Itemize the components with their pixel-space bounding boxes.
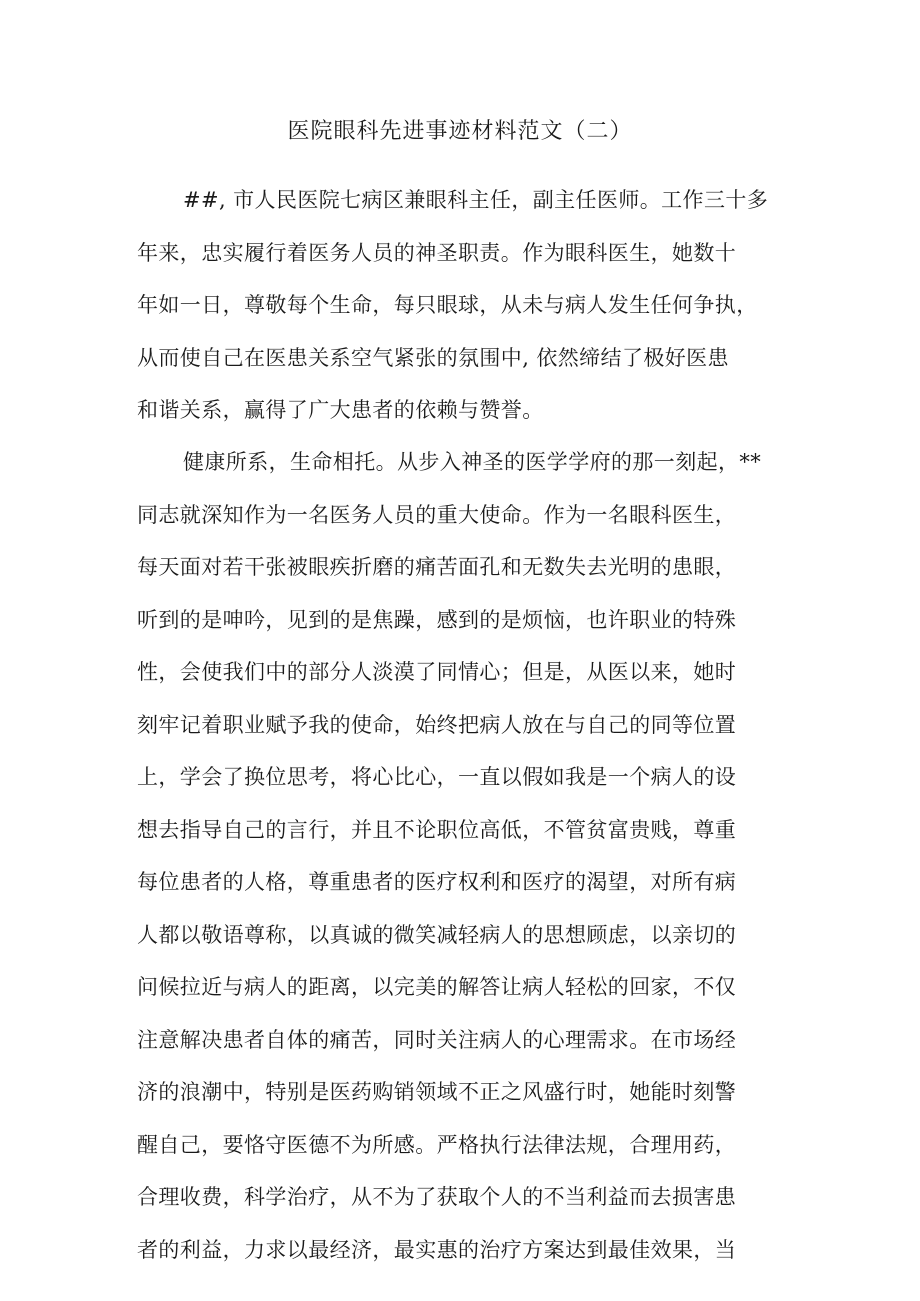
paragraph-line: 同志就深知作为一名医务人员的重大使命。作为一名眼科医生， — [137, 502, 737, 527]
paragraph-line: 上，学会了换位思考，将心比心，一直以假如我是一个病人的设 — [137, 765, 737, 789]
paragraph-line: 健康所系，生命相托。从步入神圣的医学学府的那一刻起，** — [183, 450, 762, 474]
paragraph-2 — [137, 442, 797, 1282]
paragraph-line: 每天面对若干张被眼疾折磨的痛苦面孔和无数失去光明的患眼， — [137, 555, 737, 579]
paragraph-line: 和谐关系，赢得了广大患者的依赖与赞誉。 — [137, 398, 544, 422]
paragraph-line: 年来，忠实履行着医务人员的神圣职责。作为眼科医生，她数十 — [137, 240, 737, 265]
paragraph-line: 注意解决患者自体的痛苦，同时关注病人的心理需求。在市场经 — [137, 1027, 737, 1052]
paragraph-line: 问候拉近与病人的距离，以完美的解答让病人轻松的回家，不仅 — [137, 975, 737, 999]
document-title: 医院眼科先进事迹材料范文（二） — [287, 119, 633, 144]
paragraph-line: 听到的是呻吟，见到的是焦躁，感到的是烦恼，也许职业的特殊 — [137, 607, 737, 632]
paragraph-line: 人都以敬语尊称，以真诚的微笑减轻病人的思想顾虑，以亲切的 — [137, 922, 737, 947]
paragraph-line: 从而使自己在医患关系空气紧张的氛围中, 依然缔结了极好医患 — [137, 345, 729, 370]
paragraph-line: 每位患者的人格，尊重患者的医疗权利和医疗的渴望，对所有病 — [137, 870, 737, 894]
paragraph-line: 想去指导自己的言行，并且不论职位高低，不管贫富贵贱，尊重 — [137, 817, 737, 842]
paragraph-line: 年如一日，尊敬每个生命，每只眼球，从未与病人发生任何争执， — [137, 293, 758, 317]
paragraph-line: 刻牢记着职业赋予我的使命，始终把病人放在与自己的同等位置 — [137, 712, 737, 737]
paragraph-line: 者的利益，力求以最经济，最实惠的治疗方案达到最佳效果，当 — [137, 1237, 737, 1262]
paragraph-line: ##, 市人民医院七病区兼眼科主任，副主任医师。工作三十多 — [183, 188, 769, 212]
paragraph-line: 性，会使我们中的部分人淡漠了同情心；但是，从医以来，她时 — [137, 660, 737, 684]
paragraph-1 — [137, 180, 797, 443]
paragraph-line: 醒自己，要恪守医德不为所感。严格执行法律法规，合理用药， — [137, 1132, 737, 1157]
paragraph-line: 济的浪潮中，特别是医药购销领域不正之风盛行时，她能时刻警 — [137, 1080, 737, 1104]
paragraph-line: 合理收费，科学治疗，从不为了获取个人的不当利益而去损害患 — [137, 1185, 737, 1209]
